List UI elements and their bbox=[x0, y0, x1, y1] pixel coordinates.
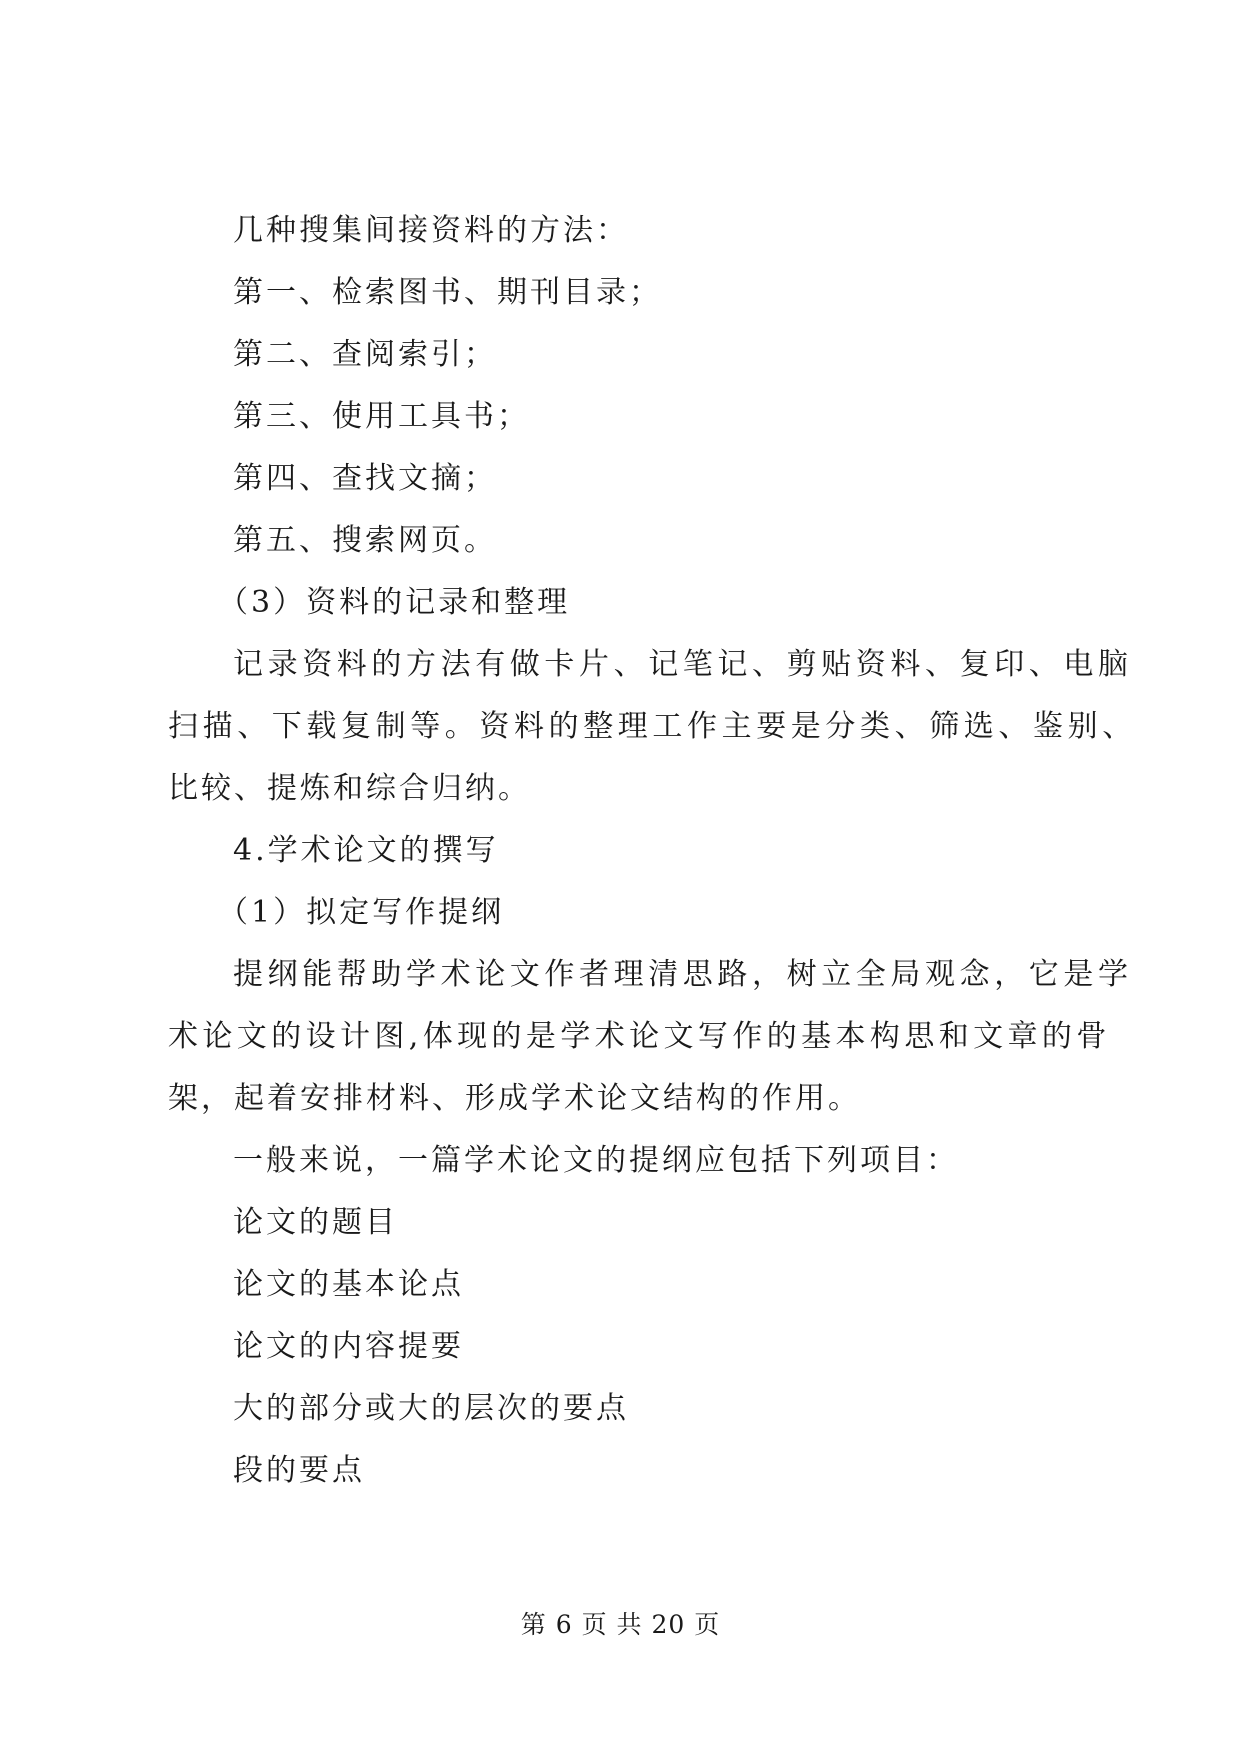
paragraph-line: 比较、提炼和综合归纳。 bbox=[168, 771, 531, 806]
list-item: 第一、检索图书、期刊目录； bbox=[233, 275, 662, 310]
page-number: 第 6 页 共 20 页 bbox=[520, 1610, 721, 1639]
paragraph-line: 架，起着安排材料、形成学术论文结构的作用。 bbox=[168, 1081, 861, 1116]
list-item: 论文的内容提要 bbox=[233, 1329, 464, 1364]
paragraph-line: 提纲能帮助学术论文作者理清思路，树立全局观念，它是学 bbox=[233, 957, 1133, 992]
list-item: 论文的基本论点 bbox=[233, 1267, 464, 1302]
paragraph-line: 扫描、下载复制等。资料的整理工作主要是分类、筛选、鉴别、 bbox=[168, 709, 1137, 744]
paragraph-line: 几种搜集间接资料的方法： bbox=[233, 213, 629, 248]
list-item: 第三、使用工具书； bbox=[233, 399, 530, 434]
list-item: 大的部分或大的层次的要点 bbox=[233, 1391, 629, 1426]
list-item: 段的要点 bbox=[233, 1453, 365, 1488]
list-item: 论文的题目 bbox=[233, 1205, 398, 1240]
list-item: 第四、查找文摘； bbox=[233, 461, 497, 496]
list-item: 第五、搜索网页。 bbox=[233, 523, 497, 558]
paragraph-line: 术论文的设计图,体现的是学术论文写作的基本构思和文章的骨 bbox=[168, 1019, 1111, 1054]
list-item: 第二、查阅索引； bbox=[233, 337, 497, 372]
paragraph-line: 一般来说，一篇学术论文的提纲应包括下列项目： bbox=[233, 1143, 959, 1178]
paragraph-line: 记录资料的方法有做卡片、记笔记、剪贴资料、复印、电脑 bbox=[233, 647, 1133, 682]
section-heading: （3）资料的记录和整理 bbox=[218, 585, 571, 620]
section-heading: （1）拟定写作提纲 bbox=[218, 895, 505, 930]
section-heading: 4.学术论文的撰写 bbox=[233, 833, 499, 868]
